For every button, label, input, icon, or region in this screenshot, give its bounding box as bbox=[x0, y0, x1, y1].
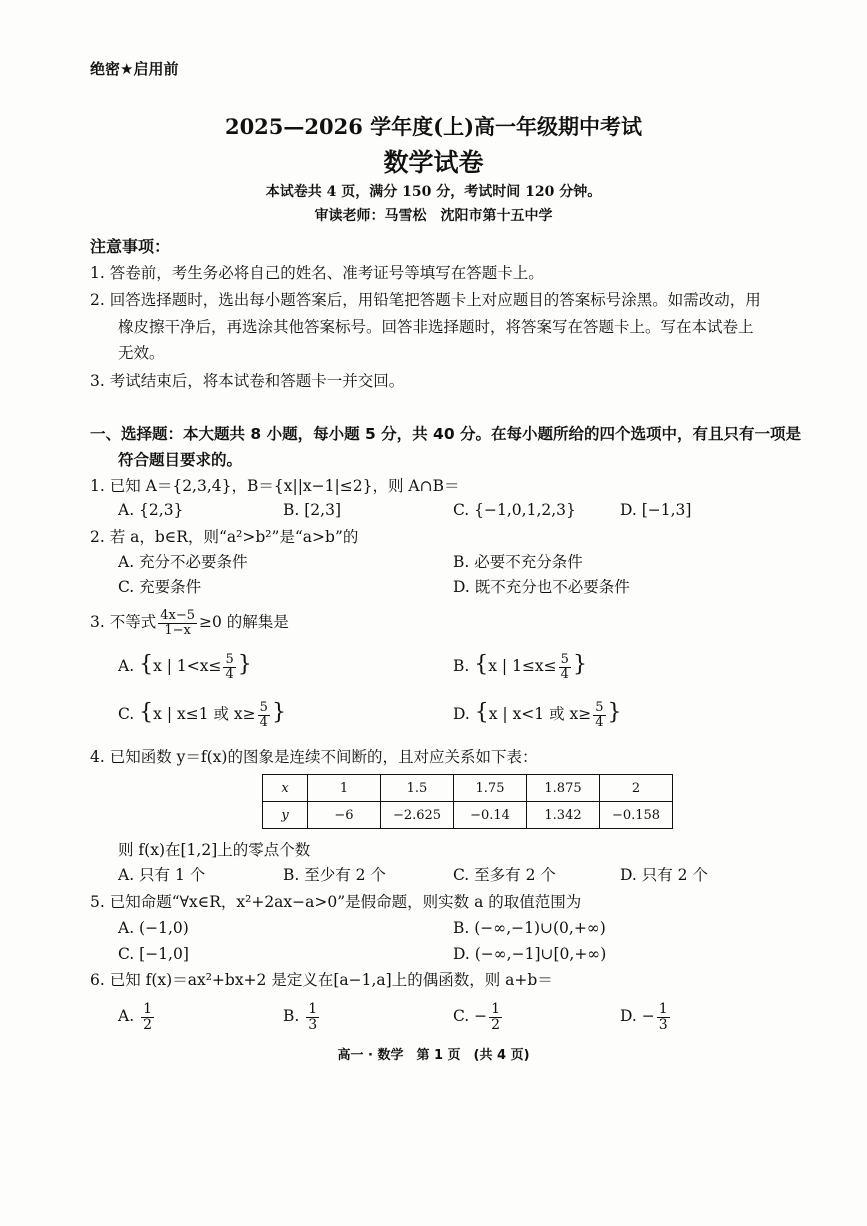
reviewer-info: 审读老师：马雪松 沈阳市第十五中学 bbox=[314, 208, 553, 224]
confidential-label: 绝密★启用前 bbox=[90, 60, 179, 78]
q3-stem-pre: 3. 不等式 bbox=[90, 613, 157, 632]
note-item: 无效。 bbox=[118, 344, 165, 362]
q3-a-label: A. bbox=[118, 657, 135, 676]
q4-after-text: 则 f(x)在[1,2]上的零点个数 bbox=[118, 841, 311, 859]
table-row bbox=[263, 802, 673, 829]
q1-option-d: D. [−1,3] bbox=[620, 501, 692, 519]
q6-b-num: 1 bbox=[308, 1001, 318, 1017]
q3-stem-post: ≥0 的解集是 bbox=[199, 613, 289, 632]
table-cell: −0.14 bbox=[454, 802, 527, 829]
table-row bbox=[263, 775, 673, 802]
q6-option-b bbox=[283, 1002, 321, 1032]
q6-option-c bbox=[453, 1002, 504, 1032]
table-cell: 1.75 bbox=[454, 775, 527, 802]
q1-option-c: C. {−1,0,1,2,3} bbox=[453, 501, 576, 519]
question-6-stem: 6. 已知 f(x)＝ax²+bx+2 是定义在[a−1,a]上的偶函数，则 a+b＝ bbox=[90, 971, 553, 989]
q6-a-den: 2 bbox=[143, 1016, 152, 1033]
exam-title: 2025—2026 学年度(上)高一年级期中考试 bbox=[224, 114, 643, 139]
q6-option-d bbox=[620, 1002, 672, 1032]
subject-title: 数学试卷 bbox=[383, 148, 484, 177]
page-footer: 高一 · 数学 第 1 页 (共 4 页) bbox=[337, 1048, 530, 1063]
q3-option-c: C. {x | x≤1 或 x≥ $\frac{5}{4}$ } bbox=[118, 700, 286, 730]
table-cell: 2 bbox=[600, 775, 673, 802]
q3-frac-num: 4x−5 bbox=[160, 608, 195, 623]
value-table bbox=[262, 774, 673, 829]
q3-a-num: 5 bbox=[225, 652, 234, 667]
question-3-stem bbox=[90, 609, 289, 637]
q3-b-num: 5 bbox=[560, 652, 569, 667]
question-5-stem: 5. 已知命题“∀x∈R，x²+2ax−a>0”是假命题，则实数 a 的取值范围为 bbox=[90, 893, 582, 911]
q5-option-c: C. [−1,0] bbox=[118, 945, 189, 963]
q6-b-den: 3 bbox=[308, 1016, 318, 1033]
q2-option-b: B. 必要不充分条件 bbox=[453, 553, 583, 571]
q3-option-b: B. {x | 1≤x≤ $\frac{5}{4}$ } bbox=[453, 652, 587, 682]
q4-option-d: D. 只有 2 个 bbox=[620, 866, 708, 884]
table-cell: 1.342 bbox=[527, 802, 600, 829]
q6-c-num: 1 bbox=[491, 1001, 501, 1017]
q6-b-label: B. bbox=[283, 1007, 300, 1026]
table-cell: 1.5 bbox=[381, 775, 454, 802]
q3-c-num: 5 bbox=[259, 700, 268, 715]
q3-option-a: A. {x | 1<x≤ $\frac{5}{4}$ } bbox=[118, 652, 252, 682]
exam-info: 本试卷共 4 页，满分 150 分，考试时间 120 分钟。 bbox=[265, 184, 602, 200]
q3-a-body: x | 1<x≤ bbox=[153, 657, 222, 676]
table-cell: x bbox=[263, 775, 308, 802]
q5-option-a: A. (−1,0) bbox=[118, 919, 189, 937]
q1-option-a: A. {2,3} bbox=[118, 501, 184, 519]
q2-option-a: A. 充分不必要条件 bbox=[118, 553, 248, 571]
q3-b-body: x | 1≤x≤ bbox=[488, 657, 557, 676]
section-heading: 一、选择题：本大题共 8 小题，每小题 5 分，共 40 分。在每小题所给的四个选项中，有且只有一项是 bbox=[90, 425, 802, 443]
q3-d-label: D. bbox=[453, 705, 470, 724]
q3-b-label: B. bbox=[453, 657, 470, 676]
q6-a-label: A. bbox=[118, 1007, 135, 1026]
table-cell: −2.625 bbox=[381, 802, 454, 829]
q3-frac-den: 1−x bbox=[164, 622, 191, 638]
q3-d-den: 4 bbox=[595, 714, 604, 730]
q3-c-label: C. bbox=[118, 705, 135, 724]
question-4-stem: 4. 已知函数 y＝f(x)的图象是连续不间断的，且对应关系如下表： bbox=[90, 748, 538, 766]
q4-option-c: C. 至多有 2 个 bbox=[453, 866, 556, 884]
q3-b-den: 4 bbox=[560, 666, 569, 682]
q1-option-b: B. [2,3] bbox=[283, 501, 341, 519]
q6-c-label: C. − bbox=[453, 1007, 488, 1026]
note-item: 3. 考试结束后，将本试卷和答题卡一并交回。 bbox=[90, 372, 405, 390]
question-2-stem: 2. 若 a，b∈R，则“a²>b²”是“a>b”的 bbox=[90, 528, 359, 546]
q6-c-den: 2 bbox=[491, 1016, 501, 1033]
q3-fraction bbox=[158, 609, 197, 637]
q5-option-b: B. (−∞,−1)∪(0,+∞) bbox=[453, 919, 606, 937]
table-cell: y bbox=[263, 802, 308, 829]
q5-option-d: D. (−∞,−1]∪[0,+∞) bbox=[453, 945, 607, 963]
q6-d-num: 1 bbox=[658, 1001, 668, 1017]
table-cell: −0.158 bbox=[600, 802, 673, 829]
table-cell: 1.875 bbox=[527, 775, 600, 802]
q2-option-c: C. 充要条件 bbox=[118, 578, 202, 596]
q2-option-d: D. 既不充分也不必要条件 bbox=[453, 578, 630, 596]
q3-d-body: x | x<1 或 x≥ bbox=[488, 705, 592, 724]
q6-d-den: 3 bbox=[658, 1016, 668, 1033]
table-cell: −6 bbox=[308, 802, 381, 829]
q6-option-a bbox=[118, 1002, 156, 1032]
q6-d-label: D. − bbox=[620, 1007, 655, 1026]
q3-c-den: 4 bbox=[259, 714, 268, 730]
note-item: 1. 答卷前，考生务必将自己的姓名、准考证号等填写在答题卡上。 bbox=[90, 264, 544, 282]
section-heading-cont: 符合题目要求的。 bbox=[118, 451, 243, 469]
q3-d-num: 5 bbox=[595, 700, 604, 715]
q4-option-b: B. 至少有 2 个 bbox=[283, 866, 386, 884]
note-item: 橡皮擦干净后，再选涂其他答案标号。回答非选择题时，将答案写在答题卡上。写在本试卷上 bbox=[118, 318, 754, 336]
q3-c-body: x | x≤1 或 x≥ bbox=[153, 705, 256, 724]
notes-heading: 注意事项： bbox=[90, 237, 171, 256]
q6-a-num: 1 bbox=[143, 1001, 152, 1017]
q3-option-d: D. {x | x<1 或 x≥ $\frac{5}{4}$ } bbox=[453, 700, 622, 730]
table-cell: 1 bbox=[308, 775, 381, 802]
question-1-stem: 1. 已知 A＝{2,3,4}，B＝{x||x−1|≤2}，则 A∩B＝ bbox=[90, 477, 460, 495]
q4-option-a: A. 只有 1 个 bbox=[118, 866, 206, 884]
note-item: 2. 回答选择题时，选出每小题答案后，用铅笔把答题卡上对应题目的答案标号涂黑。如需改动，用 bbox=[90, 291, 761, 309]
q3-a-den: 4 bbox=[225, 666, 234, 682]
